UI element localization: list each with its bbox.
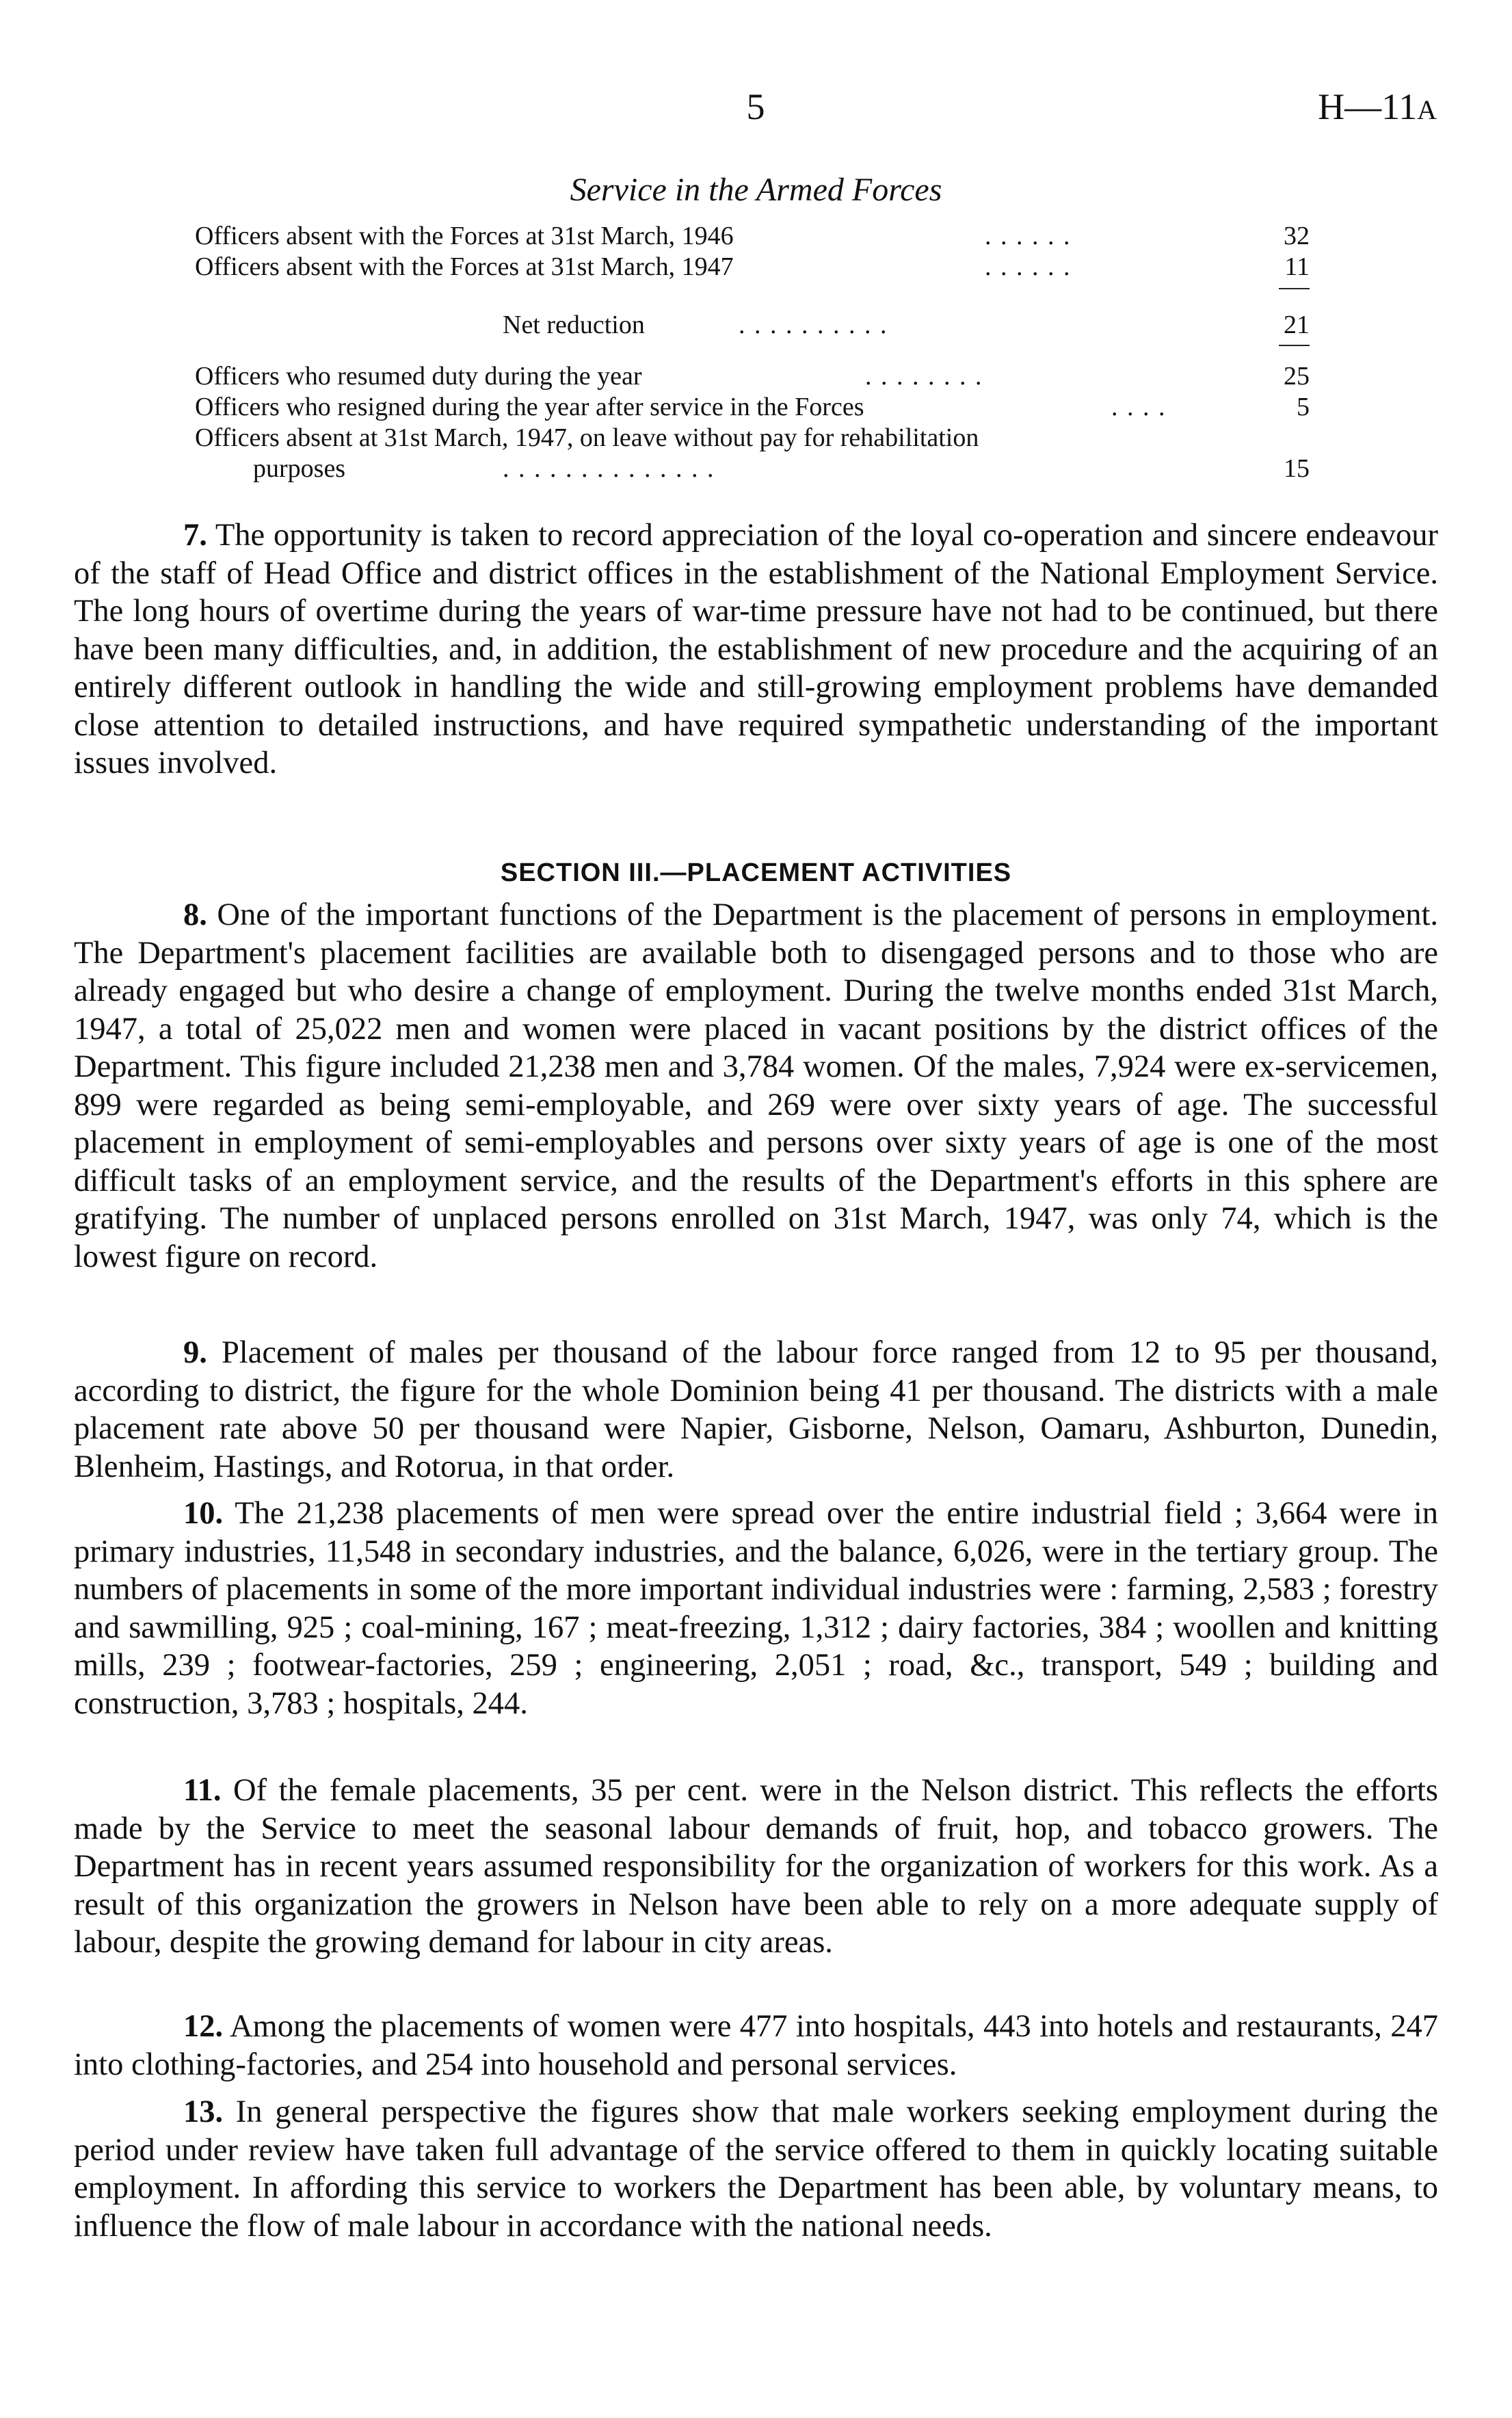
paragraph-number: 8.	[183, 897, 207, 932]
paragraph-text: The opportunity is taken to record appreciation of the loyal co-operation and sincere endeavour of the staff of Head Office and district offices in the establishment of the National Employment Service. The long hours of overtime during the years of war-time pressure have not had to be continued, but there have been many difficulties, and, in addition, the establishment of new procedure and the acquiring of an entirely different outlook in handling the wide and still-growing employment problems have demanded close attention to detailed instructions, and have required sympathetic understanding of the important issues involved.	[74, 518, 1438, 780]
section-heading: SECTION III.—PLACEMENT ACTIVITIES	[500, 858, 1012, 887]
doc-ref-suffix: A	[1417, 94, 1437, 125]
row-value: 5	[1297, 393, 1310, 421]
paragraph-10	[74, 1495, 1438, 1722]
row-label: Officers who resigned during the year after service in the Forces	[195, 393, 864, 421]
leader-dots: . . . . . . . . . . . . . .	[503, 454, 715, 483]
paragraph-number: 10.	[183, 1496, 224, 1531]
row-value: 15	[1284, 454, 1310, 483]
leader-dots: . . . . . .	[985, 252, 1072, 281]
paragraph-number: 7.	[183, 518, 207, 553]
page-header	[0, 79, 1512, 133]
spacer	[195, 341, 1310, 361]
row-value: 32	[1284, 222, 1310, 250]
total-rule	[1279, 288, 1310, 289]
paragraph-8	[74, 896, 1438, 1276]
page-number: 5	[746, 86, 765, 127]
paragraph-13	[74, 2093, 1438, 2245]
paragraph-text: In general perspective the figures show that male workers seeking employment during the period under review have taken full advantage of the service offered to them in quickly locating suitable employment. In affording this service to workers the Department has been able, by voluntary means, to influence the flow of male labour in accordance with the national needs.	[74, 2094, 1438, 2244]
armed-forces-title: Service in the Armed Forces	[570, 172, 942, 208]
paragraph-12	[74, 2008, 1438, 2084]
total-rule	[1279, 345, 1310, 346]
paragraph-9	[74, 1334, 1438, 1486]
paragraph-text: One of the important functions of the Department is the placement of persons in employment. The Department's placement facilities are available both to disengaged persons and to those who are already engaged but who desire a change of employment. During the twelve months ended 31st March, 1947, a total of 25,022 men and women were placed in vacant positions by the district offices of the Department. This figure included 21,238 men and 3,784 women. Of the males, 7,924 were ex-servicemen, 899 were regarded as being semi-employable, and 269 were over sixty years of age. The successful placement in employment of semi-employables and persons over sixty years of age is one of the most difficult tasks of an employment service, and the results of the Department's efforts in this sphere are gratifying. The number of unplaced persons enrolled on 31st March, 1947, was only 74, which is the lowest figure on record.	[74, 897, 1438, 1274]
row-label: Officers absent with the Forces at 31st March, 1946	[195, 222, 734, 250]
table-row	[195, 361, 1310, 392]
leader-dots: . . . . . . . . . .	[739, 311, 888, 339]
paragraph-11	[74, 1772, 1438, 1962]
leader-dots: . . . . . .	[985, 222, 1072, 250]
row-label: purposes	[253, 454, 346, 483]
table-row	[195, 454, 1310, 484]
paragraph-7	[74, 516, 1438, 783]
armed-forces-table	[195, 221, 1310, 484]
row-label: Officers absent at 31st March, 1947, on leave without pay for rehabilitation	[195, 423, 979, 452]
paragraph-number: 12.	[183, 2009, 224, 2044]
row-value: 11	[1284, 252, 1310, 281]
paragraph-number: 9.	[183, 1335, 207, 1370]
row-value: 21	[1284, 311, 1310, 339]
paragraph-text: Placement of males per thousand of the labour force ranged from 12 to 95 per thousand, according to district, the figure for the whole Dominion being 41 per thousand. The districts with a male placement rate above 50 per thousand were Napier, Gisborne, Nelson, Oamaru, Ashburton, Dunedin, Blenheim, Hastings, and Rotorua, in that order.	[74, 1335, 1438, 1484]
paragraph-text: Of the female placements, 35 per cent. were in the Nelson district. This reflects the efforts made by the Service to meet the seasonal labour demands of fruit, hop, and tobacco growers. The Department has in recent years assumed responsibility for the organization of workers for this work. As a result of this organization the growers in Nelson have been able to rely on a more adequate supply of labour, despite the growing demand for labour in city areas.	[74, 1773, 1438, 1960]
spacer	[195, 282, 1310, 310]
leader-dots: . . . .	[1111, 393, 1167, 421]
row-label: Net reduction	[503, 311, 645, 339]
table-row	[195, 423, 1310, 454]
paragraph-text: Among the placements of women were 477 into hospitals, 443 into hotels and restaurants, 247 into clothing-factories, and 254 into household and personal services.	[74, 2009, 1438, 2082]
row-label: Officers absent with the Forces at 31st March, 1947	[195, 252, 734, 281]
row-label: Officers who resumed duty during the year	[195, 362, 642, 391]
paragraph-number: 11.	[183, 1773, 222, 1808]
table-row	[195, 310, 1310, 341]
doc-ref-main: H—11	[1318, 86, 1418, 127]
table-row	[195, 392, 1310, 423]
row-value: 25	[1284, 362, 1310, 391]
paragraph-number: 13.	[183, 2094, 224, 2129]
document-reference	[1318, 86, 1437, 128]
table-row	[195, 252, 1310, 282]
table-row	[195, 221, 1310, 252]
leader-dots: . . . . . . . .	[865, 362, 983, 391]
paragraph-text: The 21,238 placements of men were spread over the entire industrial field ; 3,664 were in primary industries, 11,548 in secondary industries, and the balance, 6,026, were in the tertiary group. The numbers of placements in some of the more important individual industries were : farming, 2,583 ; forestry and sawmilling, 925 ; coal-mining, 167 ; meat-freezing, 1,312 ; dairy factories, 384 ; woollen and knitting mills, 239 ; footwear-factories, 259 ; engineering, 2,051 ; road, &c., transport, 549 ; building and construction, 3,783 ; hospitals, 244.	[74, 1496, 1438, 1721]
